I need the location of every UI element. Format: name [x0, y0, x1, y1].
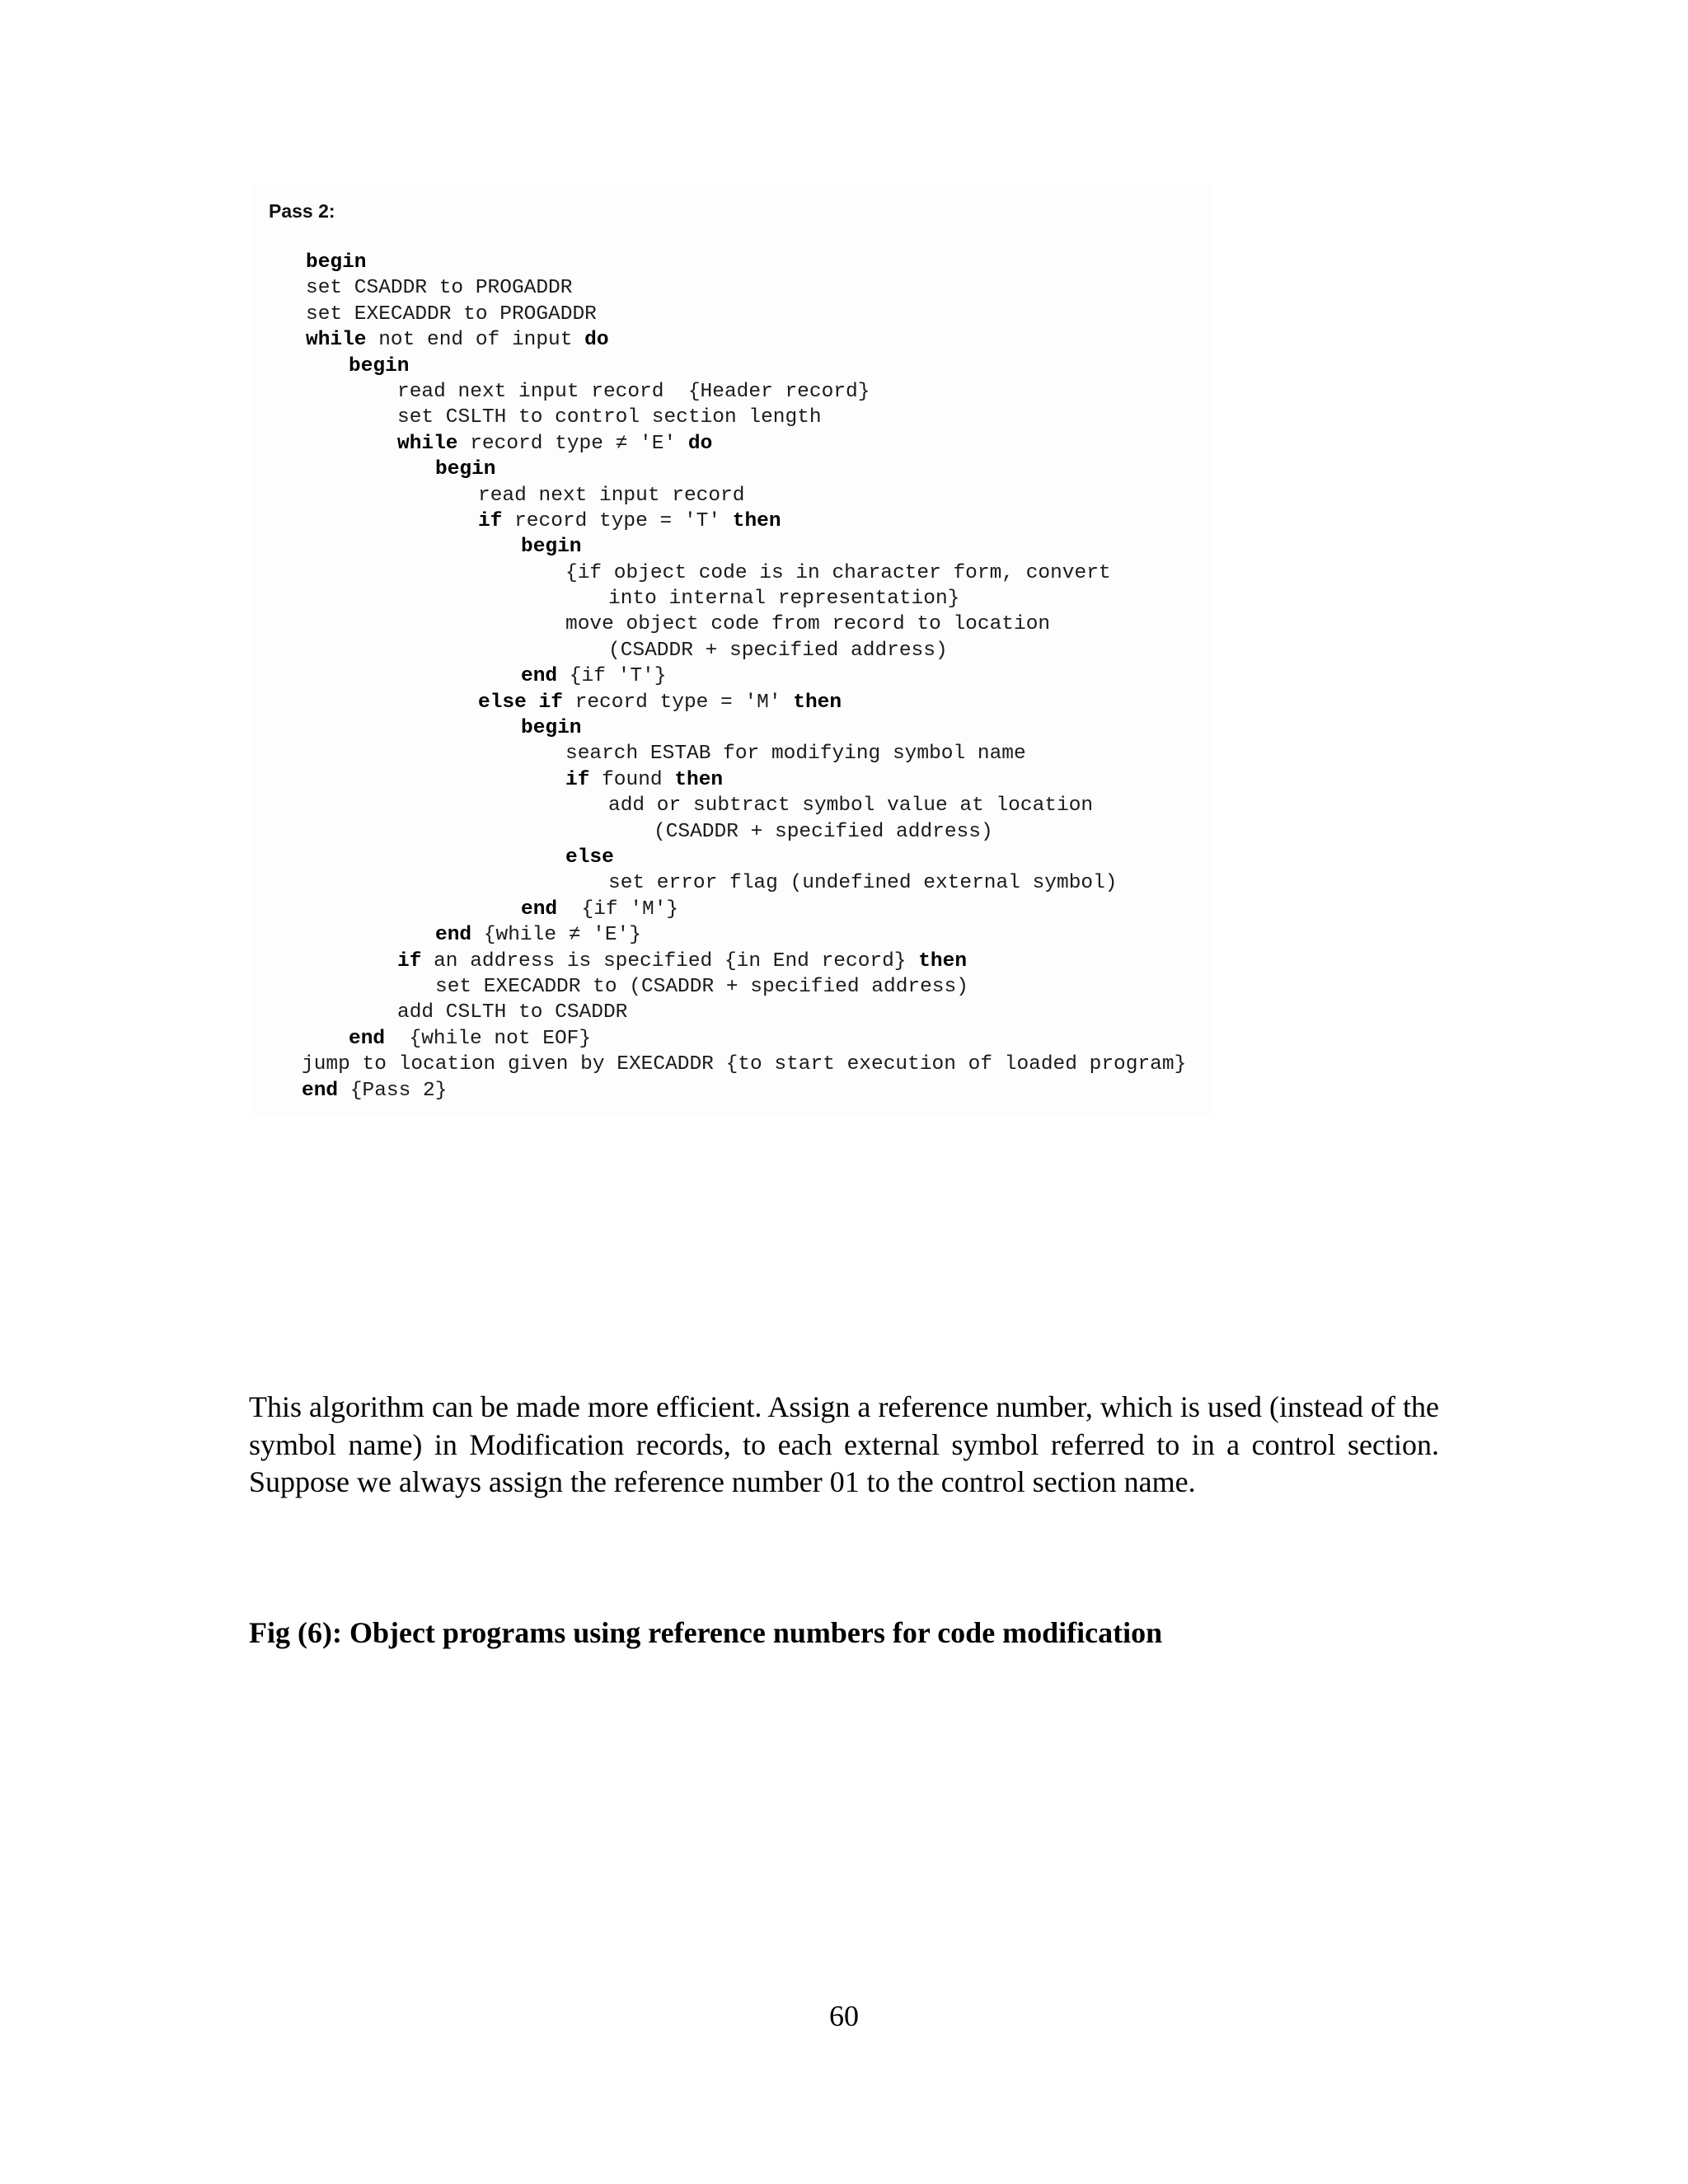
- code-text: an address is specified {in End record}: [421, 949, 919, 972]
- code-text: set CSLTH to control section length: [397, 406, 822, 429]
- code-keyword: end: [349, 1027, 386, 1050]
- code-text: {if 'M'}: [557, 898, 679, 921]
- code-line: [252, 663, 1186, 689]
- body-paragraph: This algorithm can be made more efficient. Assign a reference number, which is used (instead of the symbol name) in Modification records, to each external symbol referred to in a control section. Suppose we always assign the reference number 01 to the control section name.: [249, 1390, 1439, 1498]
- code-line: [252, 922, 1186, 948]
- code-line: [252, 483, 1186, 509]
- code-text: set EXECADDR to (CSADDR + specified address): [435, 975, 968, 998]
- code-text: set error flag (undefined external symbol): [608, 872, 1118, 895]
- code-line: [252, 354, 1186, 379]
- code-text: read next input record: [478, 484, 745, 507]
- code-text: set CSADDR to PROGADDR: [306, 277, 573, 300]
- code-text: {Pass 2}: [338, 1079, 448, 1102]
- code-keyword: then: [732, 509, 781, 532]
- code-text: {while ≠ 'E'}: [471, 924, 641, 947]
- code-line: [252, 250, 1186, 275]
- code-line: [252, 379, 1186, 405]
- code-line: [252, 1052, 1186, 1077]
- code-keyword: else: [565, 846, 614, 869]
- code-keyword: then: [793, 691, 842, 714]
- code-line: [252, 560, 1186, 586]
- code-line: [252, 586, 1186, 612]
- code-keyword: begin: [306, 251, 367, 274]
- code-keyword: end: [521, 898, 558, 921]
- code-keyword: if: [478, 509, 503, 532]
- code-text: {if 'T'}: [557, 665, 667, 688]
- code-text: not end of input: [366, 329, 585, 352]
- code-line: [252, 897, 1186, 922]
- code-line: [252, 690, 1186, 715]
- code-keyword: begin: [435, 458, 496, 481]
- code-line: [252, 275, 1186, 301]
- code-line: [252, 793, 1186, 818]
- code-keyword: while: [397, 432, 458, 455]
- code-keyword: do: [687, 432, 713, 455]
- code-line: [252, 534, 1186, 560]
- code-line: [252, 638, 1186, 663]
- code-keyword: begin: [521, 717, 582, 740]
- code-line: [252, 767, 1186, 793]
- code-text: found: [589, 768, 675, 791]
- code-line: [252, 302, 1186, 327]
- code-keyword: end: [435, 924, 472, 947]
- code-text: search ESTAB for modifying symbol name: [565, 743, 1026, 766]
- code-line: [252, 845, 1186, 870]
- code-keyword: while: [306, 329, 367, 352]
- code-keyword: do: [584, 329, 609, 352]
- code-text: set EXECADDR to PROGADDR: [306, 302, 597, 326]
- code-line: [252, 1026, 1186, 1052]
- code-keyword: then: [674, 768, 724, 791]
- code-text: record type ≠ 'E': [457, 432, 688, 455]
- code-keyword: end: [521, 665, 558, 688]
- pass2-pseudocode-figure: [252, 185, 1212, 1117]
- code-text: record type = 'T': [502, 509, 733, 532]
- code-keyword: begin: [349, 354, 410, 377]
- page-number: 60: [829, 1999, 859, 2032]
- code-text: read next input record {Header record}: [397, 380, 870, 403]
- code-line: [252, 457, 1186, 482]
- code-keyword: then: [918, 949, 968, 972]
- pseudocode-listing: [252, 250, 1186, 1104]
- code-line: [252, 1000, 1186, 1025]
- code-text: record type = 'M': [562, 691, 794, 714]
- figure-caption: Fig (6): Object programs using reference numbers for code modification: [249, 1616, 1163, 1649]
- code-text: add CSLTH to CSADDR: [397, 1001, 628, 1024]
- code-line: [252, 327, 1186, 353]
- code-keyword: else if: [478, 691, 563, 714]
- code-line: [252, 715, 1186, 741]
- code-text: {if object code is in character form, convert: [565, 561, 1111, 584]
- code-line: [252, 612, 1186, 637]
- code-keyword: if: [565, 768, 590, 791]
- code-text: {while not EOF}: [385, 1027, 592, 1050]
- figure-title: Pass 2:: [269, 200, 335, 222]
- code-text: (CSADDR + specified address): [654, 820, 993, 843]
- code-text: move object code from record to location: [565, 613, 1051, 636]
- code-keyword: if: [397, 949, 422, 972]
- code-keyword: end: [302, 1079, 339, 1102]
- code-text: jump to location given by EXECADDR {to start execution of loaded program}: [302, 1053, 1187, 1076]
- code-line: [252, 431, 1186, 457]
- code-keyword: begin: [521, 536, 582, 559]
- code-text: add or subtract symbol value at location: [608, 794, 1094, 818]
- code-line: [252, 741, 1186, 766]
- code-line: [252, 405, 1186, 430]
- code-text: into internal representation}: [608, 588, 960, 611]
- code-line: [252, 949, 1186, 974]
- code-line: [252, 819, 1186, 845]
- code-line: [252, 1078, 1186, 1104]
- code-line: [252, 870, 1186, 896]
- code-line: [252, 974, 1186, 1000]
- code-text: (CSADDR + specified address): [608, 639, 948, 662]
- code-line: [252, 509, 1186, 534]
